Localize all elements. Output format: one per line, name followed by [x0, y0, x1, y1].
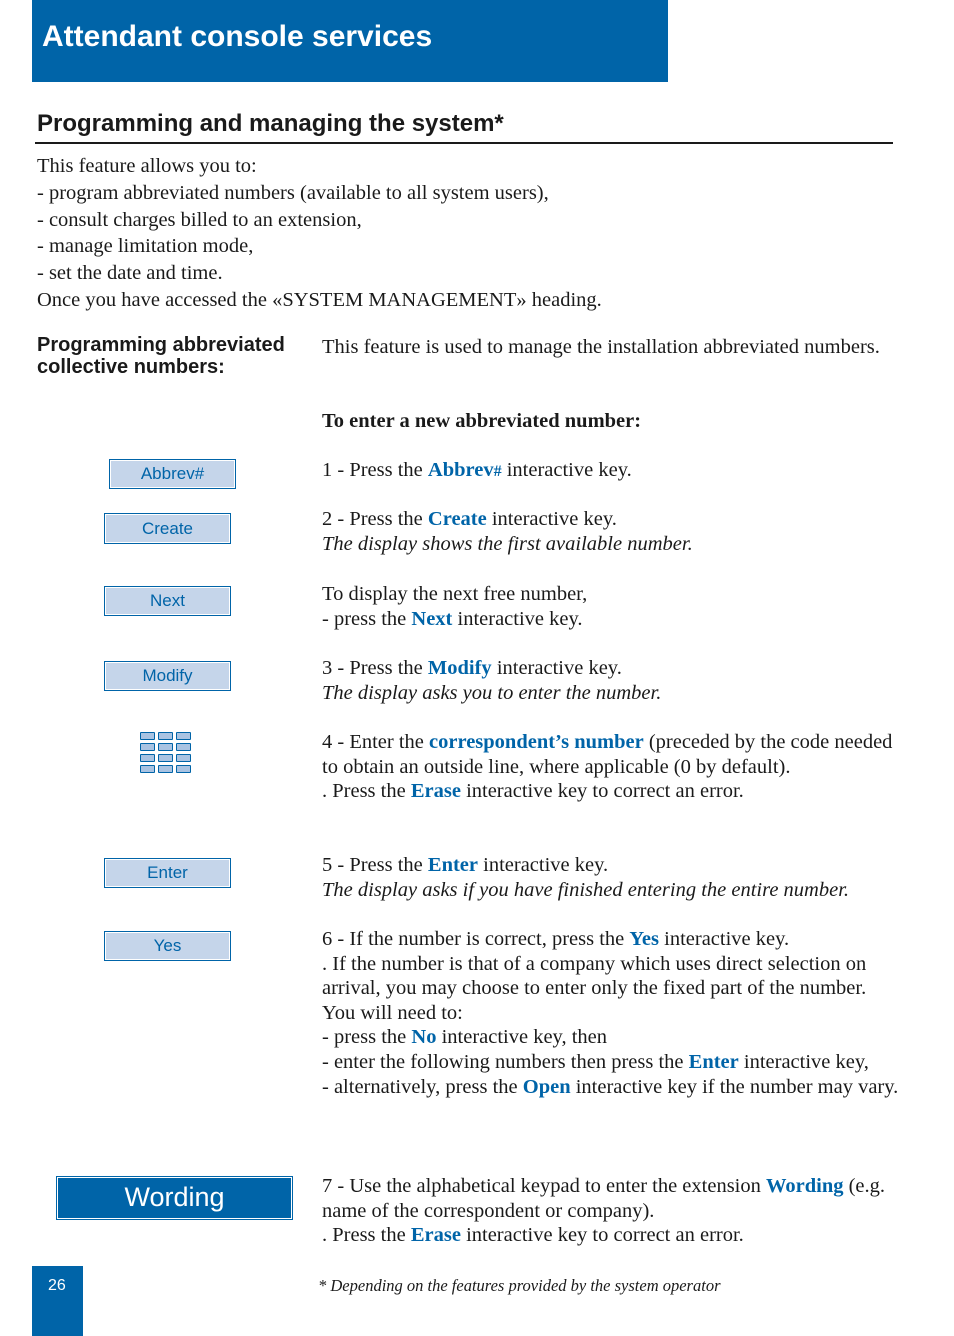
step-text: interactive key. [491, 657, 622, 679]
keypad-key [140, 754, 155, 762]
enter-key[interactable] [104, 858, 231, 888]
step-text: - enter the following numbers then press the [322, 1050, 689, 1073]
step-text: - alternatively, press the [322, 1075, 523, 1098]
step-text: 7 - Use the alphabetical keypad to enter the extension [322, 1175, 767, 1197]
key-reference: Create [427, 508, 487, 530]
step-text: - press the [322, 607, 412, 630]
step-text: (preceded by the code needed to obtain an outside line, where applicable (0 by default). [322, 731, 893, 778]
step-text: 2 - Press the [322, 508, 428, 530]
abbrev-key-label: Abbrev# [140, 464, 205, 483]
key-reference-hash: # [493, 463, 502, 480]
display-note: The display shows the first available number. [322, 532, 693, 555]
keypad-key [140, 743, 155, 751]
new-number-heading [322, 409, 902, 434]
page-number: 26 [48, 1277, 66, 1294]
step-5 [322, 853, 902, 902]
key-reference: correspondent’s number [429, 731, 644, 753]
key-reference: Yes [629, 928, 659, 950]
next-instruction [322, 582, 902, 631]
step-text: (e.g. name of the correspondent or company). [322, 1175, 886, 1222]
step-text: interactive key to correct an error. [460, 1224, 744, 1247]
step-text: interactive key if the number may vary. [570, 1075, 899, 1098]
step-6 [322, 927, 902, 1099]
keypad-key [140, 732, 155, 740]
step-text: - press the [322, 1026, 412, 1049]
chapter-title: Attendant console services [42, 20, 433, 53]
key-reference: Enter [688, 1050, 739, 1073]
keypad-key [158, 754, 173, 762]
footnote: * Depending on the features provided by the system operator [318, 1276, 721, 1295]
subsection-heading-line: collective numbers: [37, 356, 225, 378]
abbrev-key[interactable] [109, 459, 236, 489]
intro-line: - consult charges billed to an extension, [37, 208, 362, 231]
step-text: . Press the [322, 1224, 411, 1247]
step-text: interactive key. [478, 854, 609, 876]
step-text: interactive key. [486, 508, 617, 530]
step-text: interactive key to correct an error. [460, 780, 744, 803]
chapter-header-bar [32, 0, 668, 82]
key-reference: Wording [766, 1175, 844, 1197]
numeric-keypad-icon [140, 732, 194, 776]
yes-key-label: Yes [153, 936, 182, 955]
keypad-key [158, 743, 173, 751]
step-7 [322, 1174, 902, 1248]
keypad-key [158, 765, 173, 773]
intro-line: This feature allows you to: [37, 155, 257, 177]
feature-description: This feature is used to manage the installation abbreviated numbers. [322, 336, 880, 358]
step-1 [322, 458, 902, 485]
step-text: interactive key. [501, 459, 632, 481]
step-text: interactive key, then [436, 1026, 608, 1049]
intro-line: - manage limitation mode, [37, 235, 254, 258]
step-text: . If the number is that of a company which uses direct selection on arrival, you may choose to enter only the fixed part of the number. You will need to: [322, 952, 867, 1024]
step-text: 4 - Enter the [322, 731, 430, 753]
enter-key-label: Enter [147, 863, 188, 882]
key-reference: Open [522, 1075, 571, 1098]
section-title: Programming and managing the system* [37, 110, 504, 137]
next-key[interactable] [104, 586, 231, 616]
intro-text [37, 153, 602, 314]
step-text: 3 - Press the [322, 657, 428, 679]
keypad-key [176, 754, 191, 762]
step-text: interactive key. [659, 928, 790, 950]
step-4 [322, 730, 902, 804]
page-number-tab [32, 1266, 83, 1336]
step-text: To display the next free number, [322, 583, 588, 605]
keypad-key [158, 732, 173, 740]
step-3 [322, 656, 902, 705]
create-key-label: Create [141, 519, 194, 538]
keypad-key [140, 765, 155, 773]
subsection-heading [37, 334, 285, 378]
section-divider [35, 142, 893, 144]
key-reference: Erase [410, 1224, 461, 1247]
step-text: interactive key. [452, 607, 583, 630]
step-text: interactive key, [738, 1050, 869, 1073]
intro-line: - program abbreviated numbers (available to all system users), [37, 181, 549, 204]
keypad-key [176, 732, 191, 740]
key-reference: Enter [427, 854, 479, 876]
create-key[interactable] [104, 513, 231, 544]
key-reference: Abbrev [427, 459, 494, 481]
intro-line: - set the date and time. [37, 262, 223, 285]
yes-key[interactable] [104, 931, 231, 961]
next-key-label: Next [150, 591, 185, 610]
step-text: 6 - If the number is correct, press the [322, 928, 630, 950]
key-reference: Next [411, 607, 453, 630]
key-reference: Erase [410, 780, 461, 803]
wording-key-label: Wording [124, 1182, 225, 1212]
step-text: 1 - Press the [322, 459, 428, 481]
keypad-key [176, 765, 191, 773]
modify-key-label: Modify [142, 666, 193, 685]
step-text: . Press the [322, 780, 411, 803]
step-text: 5 - Press the [322, 854, 428, 876]
modify-key[interactable] [104, 661, 231, 691]
key-reference: No [411, 1026, 437, 1049]
display-note: The display asks you to enter the number. [322, 681, 662, 704]
step-2 [322, 507, 902, 556]
display-note: The display asks if you have finished entering the entire number. [322, 878, 850, 901]
new-number-heading-text: To enter a new abbreviated number: [322, 410, 642, 432]
key-reference: Modify [427, 657, 492, 679]
wording-key[interactable] [56, 1176, 293, 1220]
intro-line: Once you have accessed the «SYSTEM MANAGEMENT» heading. [37, 288, 602, 311]
keypad-key [176, 743, 191, 751]
subsection-heading-line: Programming abbreviated [37, 334, 285, 356]
